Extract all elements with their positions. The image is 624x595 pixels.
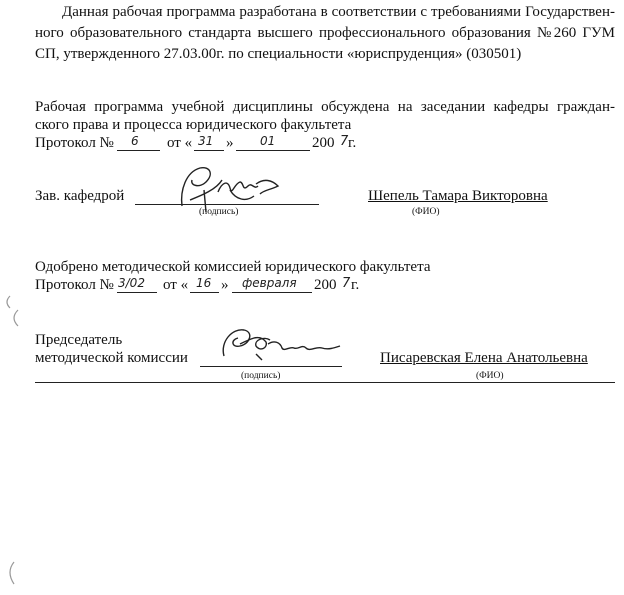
intro-line-3: СП, утвержденного 27.03.00г. по специальности «юриспруденция» (030501) [35,46,522,62]
approval-year-digit-handwritten: 7 [342,276,351,291]
discussion-line-1: Рабочая программа учебной дисциплины обсуждена на заседании кафедры граждан- [35,99,615,115]
approval-year-prefix: 200 [314,277,337,293]
approval-year-suffix: г. [351,277,360,293]
year-prefix: 200 [312,135,335,151]
month-handwritten: 01 [260,134,276,148]
approval-month-handwritten: февраля [242,276,297,290]
approval-protocol-no-underline [117,292,157,293]
day-handwritten: 31 [198,134,214,148]
head-signature-caption: (подпись) [199,207,239,217]
head-of-dept-label: Зав. кафедрой [35,188,125,204]
chairman-label-2: методической комиссии [35,350,188,366]
approval-date-from-label: от « [163,277,189,293]
approval-month-underline [232,292,312,293]
date-from-label: от « [167,135,193,151]
chairman-label-1: Председатель [35,332,123,348]
discussion-line-2: ского права и процесса юридического факультета [35,117,352,133]
protocol-label: Протокол № [35,135,114,151]
chairman-name: Писаревская Елена Анатольевна [380,350,588,366]
intro-line-2: ного образовательного стандарта высшего профессионального образования №260 ГУМ [35,25,615,41]
approval-protocol-label: Протокол № [35,277,114,293]
approval-line-1: Одобрено методической комиссией юридического факультета [35,259,431,275]
month-underline [236,150,310,151]
approval-quote-close: » [221,277,229,293]
chairman-name-caption: (ФИО) [476,371,504,381]
approval-day-handwritten: 16 [196,276,212,290]
approval-protocol-no-handwritten: 3/02 [118,276,145,290]
head-name: Шепель Тамара Викторовна [368,188,548,204]
intro-line-1: Данная рабочая программа разработана в соответствии с требованиями Государствен- [62,4,615,20]
bottom-divider [35,382,615,383]
protocol-no-underline [117,150,160,151]
binding-mark-top [0,290,30,340]
binding-mark-bottom [0,558,30,595]
head-name-caption: (ФИО) [412,207,440,217]
chairman-signature-caption: (подпись) [241,371,281,381]
protocol-no-handwritten: 6 [131,134,139,148]
year-digit-handwritten: 7 [340,134,349,149]
chairman-signature-image [210,318,350,370]
day-underline [194,150,224,151]
quote-close: » [226,135,234,151]
year-suffix: г. [348,135,357,151]
approval-day-underline [190,292,219,293]
